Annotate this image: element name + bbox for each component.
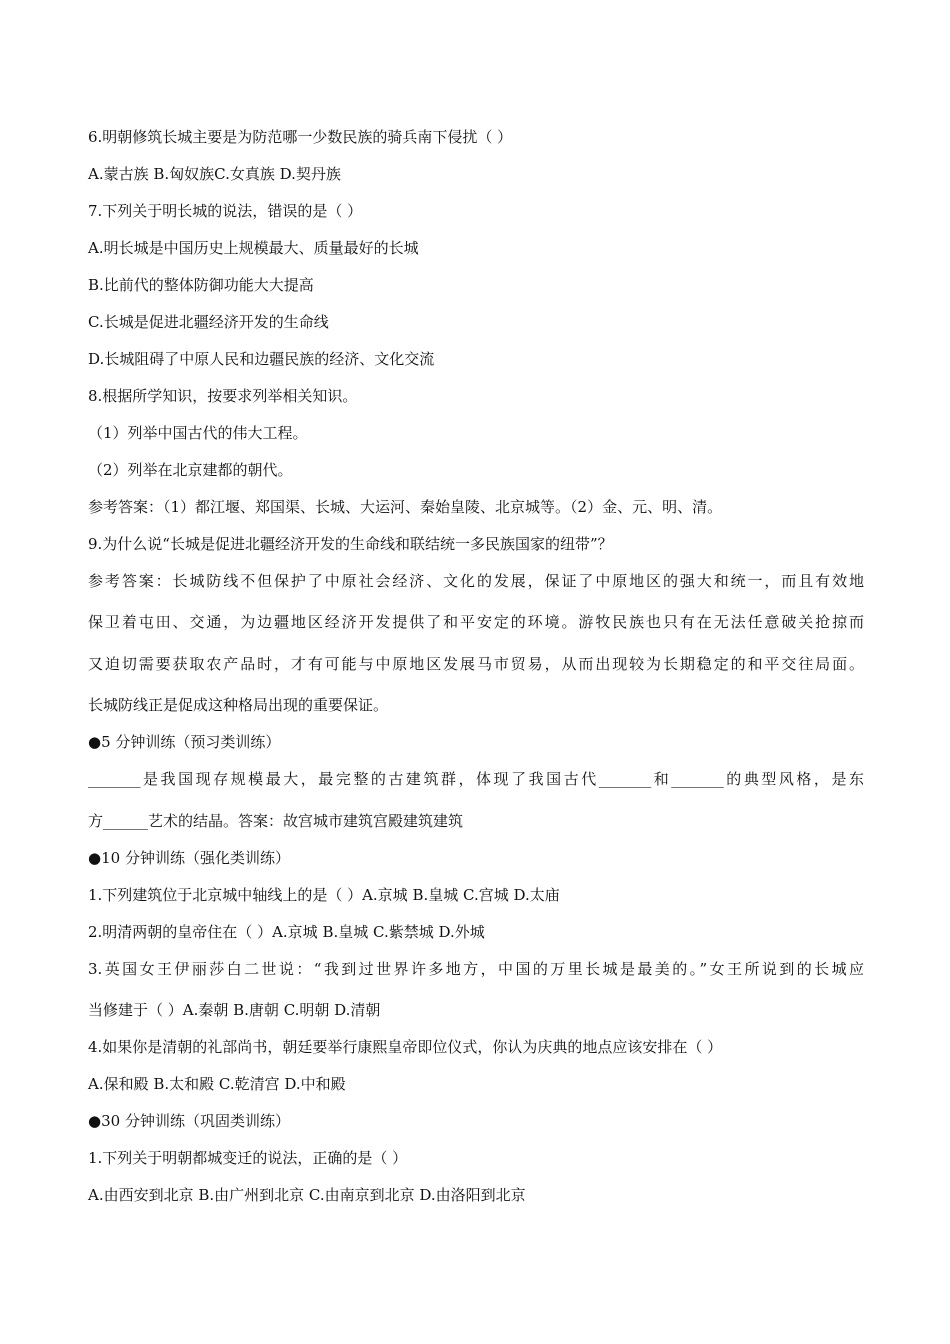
section-30-minute: ●30 分钟训练（巩固类训练） [88, 1112, 290, 1130]
question-9-answer-line-4: 长城防线正是促成这种格局出现的重要保证。 [88, 696, 389, 714]
section-5-minute: ●5 分钟训练（预习类训练） [88, 733, 281, 751]
training-question-2: 2.明清两朝的皇帝住在（ ）A.京城 B.皇城 C.紫禁城 D.外城 [88, 923, 485, 941]
consolidation-question-1-options: A.由西安到北京 B.由广州到北京 C.由南京到北京 D.由洛阳到北京 [88, 1186, 526, 1204]
training-question-1: 1.下列建筑位于北京城中轴线上的是（ ）A.京城 B.皇城 C.宫城 D.太庙 [88, 886, 560, 904]
consolidation-question-1: 1.下列关于明朝都城变迁的说法，正确的是（ ） [88, 1149, 408, 1167]
question-9-answer-line-3: 又迫切需要获取农产品时，才有可能与中原地区发展马市贸易，从而出现较为长期稳定的和平交往局面。 [88, 655, 864, 673]
question-7: 7.下列关于明长城的说法，错误的是（ ） [88, 202, 363, 220]
fill-blank-question-line-1: _______是我国现存规模最大，最完整的古建筑群，体现了我国古代_______和_______的典型风格，是东 [88, 770, 864, 788]
question-6: 6.明朝修筑长城主要是为防范哪一少数民族的骑兵南下侵扰（ ） [88, 128, 513, 146]
question-7-option-c: C.长城是促进北疆经济开发的生命线 [88, 313, 329, 331]
question-9-answer-line-1: 参考答案：长城防线不但保护了中原社会经济、文化的发展，保证了中原地区的强大和统一，而且有效地 [88, 572, 864, 590]
question-7-option-d: D.长城阻碍了中原人民和边疆民族的经济、文化交流 [88, 350, 435, 368]
question-8-part-1: （1）列举中国古代的伟大工程。 [88, 424, 308, 442]
section-10-minute: ●10 分钟训练（强化类训练） [88, 849, 290, 867]
training-question-4: 4.如果你是清朝的礼部尚书，朝廷要举行康熙皇帝即位仪式，你认为庆典的地点应该安排在（ ） [88, 1038, 723, 1056]
training-question-4-options: A.保和殿 B.太和殿 C.乾清宫 D.中和殿 [88, 1075, 346, 1093]
training-question-3-line-2: 当修建于（ ）A.秦朝 B.唐朝 C.明朝 D.清朝 [88, 1001, 381, 1019]
question-6-options: A.蒙古族 B.匈奴族C.女真族 D.契丹族 [88, 165, 341, 183]
training-question-3-line-1: 3.英国女王伊丽莎白二世说：“我到过世界许多地方，中国的万里长城是最美的。”女王所说到的长城应 [88, 960, 864, 978]
fill-blank-question-line-2: 方______艺术的结晶。答案：故宫城市建筑宫殿建筑建筑 [88, 812, 464, 830]
question-7-option-b: B.比前代的整体防御功能大大提高 [88, 276, 314, 294]
question-8: 8.根据所学知识，按要求列举相关知识。 [88, 387, 358, 405]
question-9-answer-line-2: 保卫着屯田、交通，为边疆地区经济开发提供了和平安定的环境。游牧民族也只有在无法任意破关抢掠而 [88, 613, 864, 631]
question-7-option-a: A.明长城是中国历史上规模最大、质量最好的长城 [88, 239, 419, 257]
question-8-answer: 参考答案：（1）都江堰、郑国渠、长城、大运河、秦始皇陵、北京城等。（2）金、元、明、清。 [88, 498, 723, 516]
question-9: 9.为什么说“长城是促进北疆经济开发的生命线和联结统一多民族国家的纽带”？ [88, 535, 613, 553]
question-8-part-2: （2）列举在北京建都的朝代。 [88, 461, 293, 479]
